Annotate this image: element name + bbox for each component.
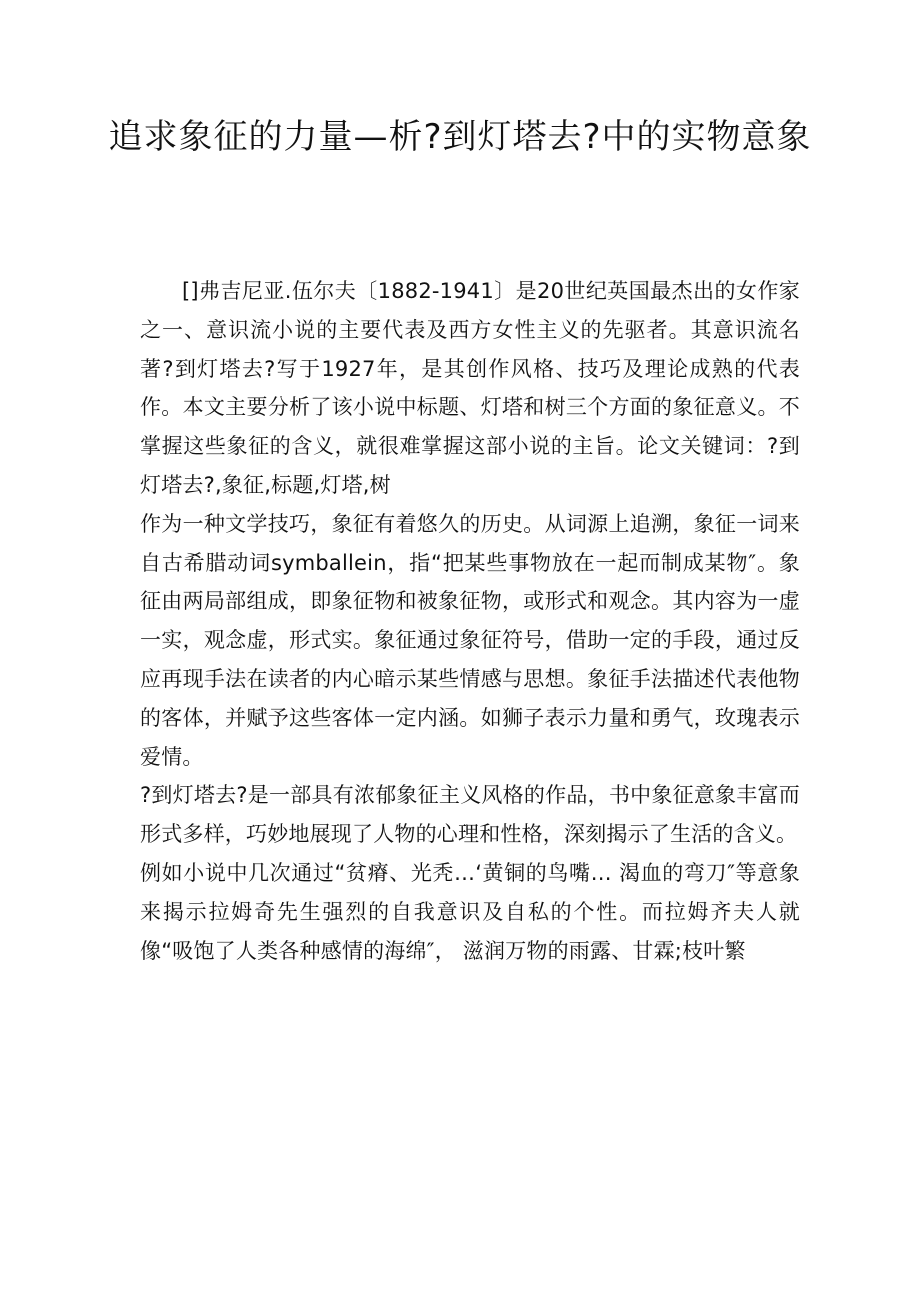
paragraph-abstract: []弗吉尼亚.伍尔夫〔1882-1941〕是20世纪英国最杰出的女作家之一、意识流小说的主要代表及西方女性主义的先驱者。其意识流名著?到灯塔去?写于1927年，是其创作风格、技巧及理论成熟的代表作。本文主要分析了该小说中标题、灯塔和树三个方面的象征意义。不掌握这些象征的含义，就很难掌握这部小说的主旨。论文关键词：?到灯塔去?,象征,标题,灯塔,树: [140, 279, 800, 497]
document-body: [140, 272, 800, 970]
document-title: 追求象征的力量—析?到灯塔去?中的实物意象: [108, 117, 812, 157]
paragraph-novel-symbolism: ?到灯塔去?是一部具有浓郁象征主义风格的作品，书中象征意象丰富而形式多样，巧妙地展现了人物的心理和性格，深刻揭示了生活的含义。: [140, 783, 800, 847]
paragraph-symbol-definition: 作为一种文学技巧，象征有着悠久的历史。从词源上追溯，象征一词来自古希腊动词symballein，指“把某些事物放在一起而制成某物″。象征由两局部组成，即象征物和被象征物，或形式和观念。其内容为一虚一实，观念虚，形式实。象征通过象征符号，借助一定的手段，通过反应再现手法在读者的内心暗示某些情感与思想。象征手法描述代表他物的客体，并赋予这些客体一定内涵。如狮子表示力量和勇气，玫瑰表示爱情。: [140, 511, 800, 769]
paragraph-character-imagery: 例如小说中几次通过“贫瘠、光秃…‘黄铜的鸟嘴… 渴血的弯刀″等意象来揭示拉姆奇先生强烈的自我意识及自私的个性。而拉姆齐夫人就像“吸饱了人类各种感情的海绵″， 滋润万物的雨露、甘霖;枝叶繁: [140, 860, 800, 963]
